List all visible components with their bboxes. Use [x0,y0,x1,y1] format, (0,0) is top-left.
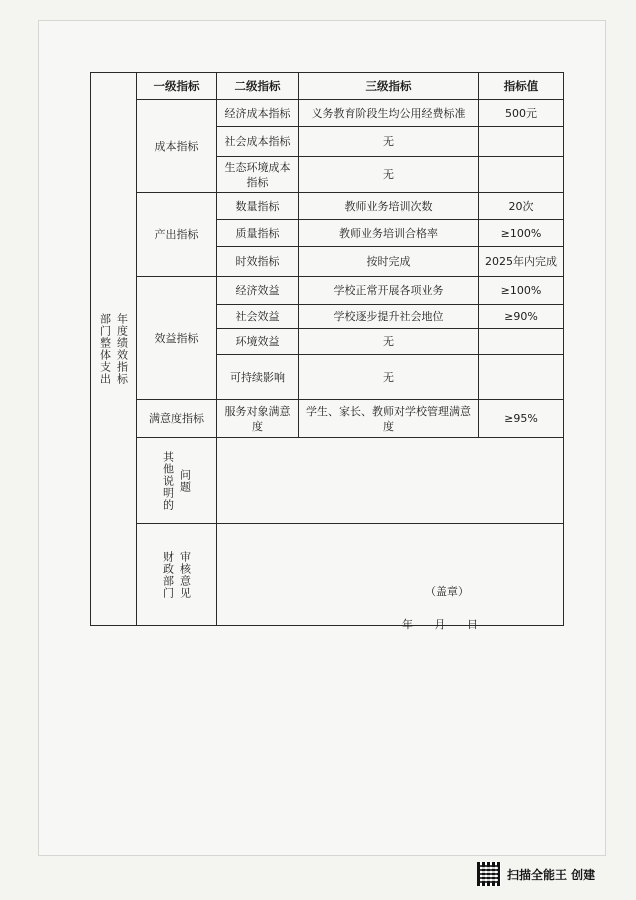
table-row [91,400,564,438]
cell-value: ≥95% [479,400,564,438]
cell-value [479,127,564,157]
cell-value: ≥100% [479,277,564,305]
other-notes-label [137,438,217,524]
cell-level2: 质量指标 [217,220,299,247]
finance-review-label-col2: 审核意见 [178,550,192,599]
table-header-row [91,73,564,100]
qr-code-icon [477,862,501,886]
date-text: 年 月 日 [402,618,478,631]
header-level3: 三级指标 [299,73,479,100]
group-label-benefit: 效益指标 [137,277,217,400]
cell-level3: 按时完成 [299,247,479,277]
cell-value [479,329,564,355]
cell-value [479,355,564,400]
finance-review-content [217,524,564,626]
cell-level2: 经济效益 [217,277,299,305]
cell-level3: 无 [299,157,479,193]
cell-level3: 学校正常开展各项业务 [299,277,479,305]
cell-level2: 环境效益 [217,329,299,355]
cell-value: ≥90% [479,305,564,329]
cell-level2: 服务对象满意度 [217,400,299,438]
cell-value: 2025年内完成 [479,247,564,277]
side-label-dept-expenditure [91,73,137,626]
cell-level2: 社会效益 [217,305,299,329]
group-label-satisfaction: 满意度指标 [137,400,217,438]
seal-text: （盖章） [425,585,469,598]
cell-level2: 生态环境成本指标 [217,157,299,193]
cell-level3: 学生、家长、教师对学校管理满意度 [299,400,479,438]
cell-value: 500元 [479,100,564,127]
group-label-output: 产出指标 [137,193,217,277]
cell-value [479,157,564,193]
other-notes-content [217,438,564,524]
cell-level3: 无 [299,355,479,400]
table-row [91,193,564,220]
cell-level3: 教师业务培训次数 [299,193,479,220]
performance-indicator-table [90,72,564,626]
cell-level2: 时效指标 [217,247,299,277]
cell-level3: 教师业务培训合格率 [299,220,479,247]
side-label-col2: 年度绩效指标 [115,313,129,385]
table-row [91,277,564,305]
finance-review-label [137,524,217,626]
table-row [91,100,564,127]
scanner-watermark [477,862,595,886]
cell-level3: 无 [299,127,479,157]
watermark-text: 扫描全能王 创建 [507,867,596,882]
cell-value: 20次 [479,193,564,220]
cell-level3: 义务教育阶段生均公用经费标准 [299,100,479,127]
side-label-col1: 部门整体支出 [98,313,112,385]
finance-review-label-col1: 财政部门 [161,550,175,599]
cell-level2: 社会成本指标 [217,127,299,157]
finance-review-row [91,524,564,626]
other-notes-row [91,438,564,524]
cell-value: ≥100% [479,220,564,247]
other-notes-label-col1: 其他说明的 [161,450,175,511]
other-notes-label-col2: 问题 [178,468,192,493]
header-level2: 二级指标 [217,73,299,100]
cell-level3: 无 [299,329,479,355]
group-label-cost: 成本指标 [137,100,217,193]
cell-level3: 学校逐步提升社会地位 [299,305,479,329]
cell-level2: 数量指标 [217,193,299,220]
header-level1: 一级指标 [137,73,217,100]
header-value: 指标值 [479,73,564,100]
cell-level2: 经济成本指标 [217,100,299,127]
cell-level2: 可持续影响 [217,355,299,400]
